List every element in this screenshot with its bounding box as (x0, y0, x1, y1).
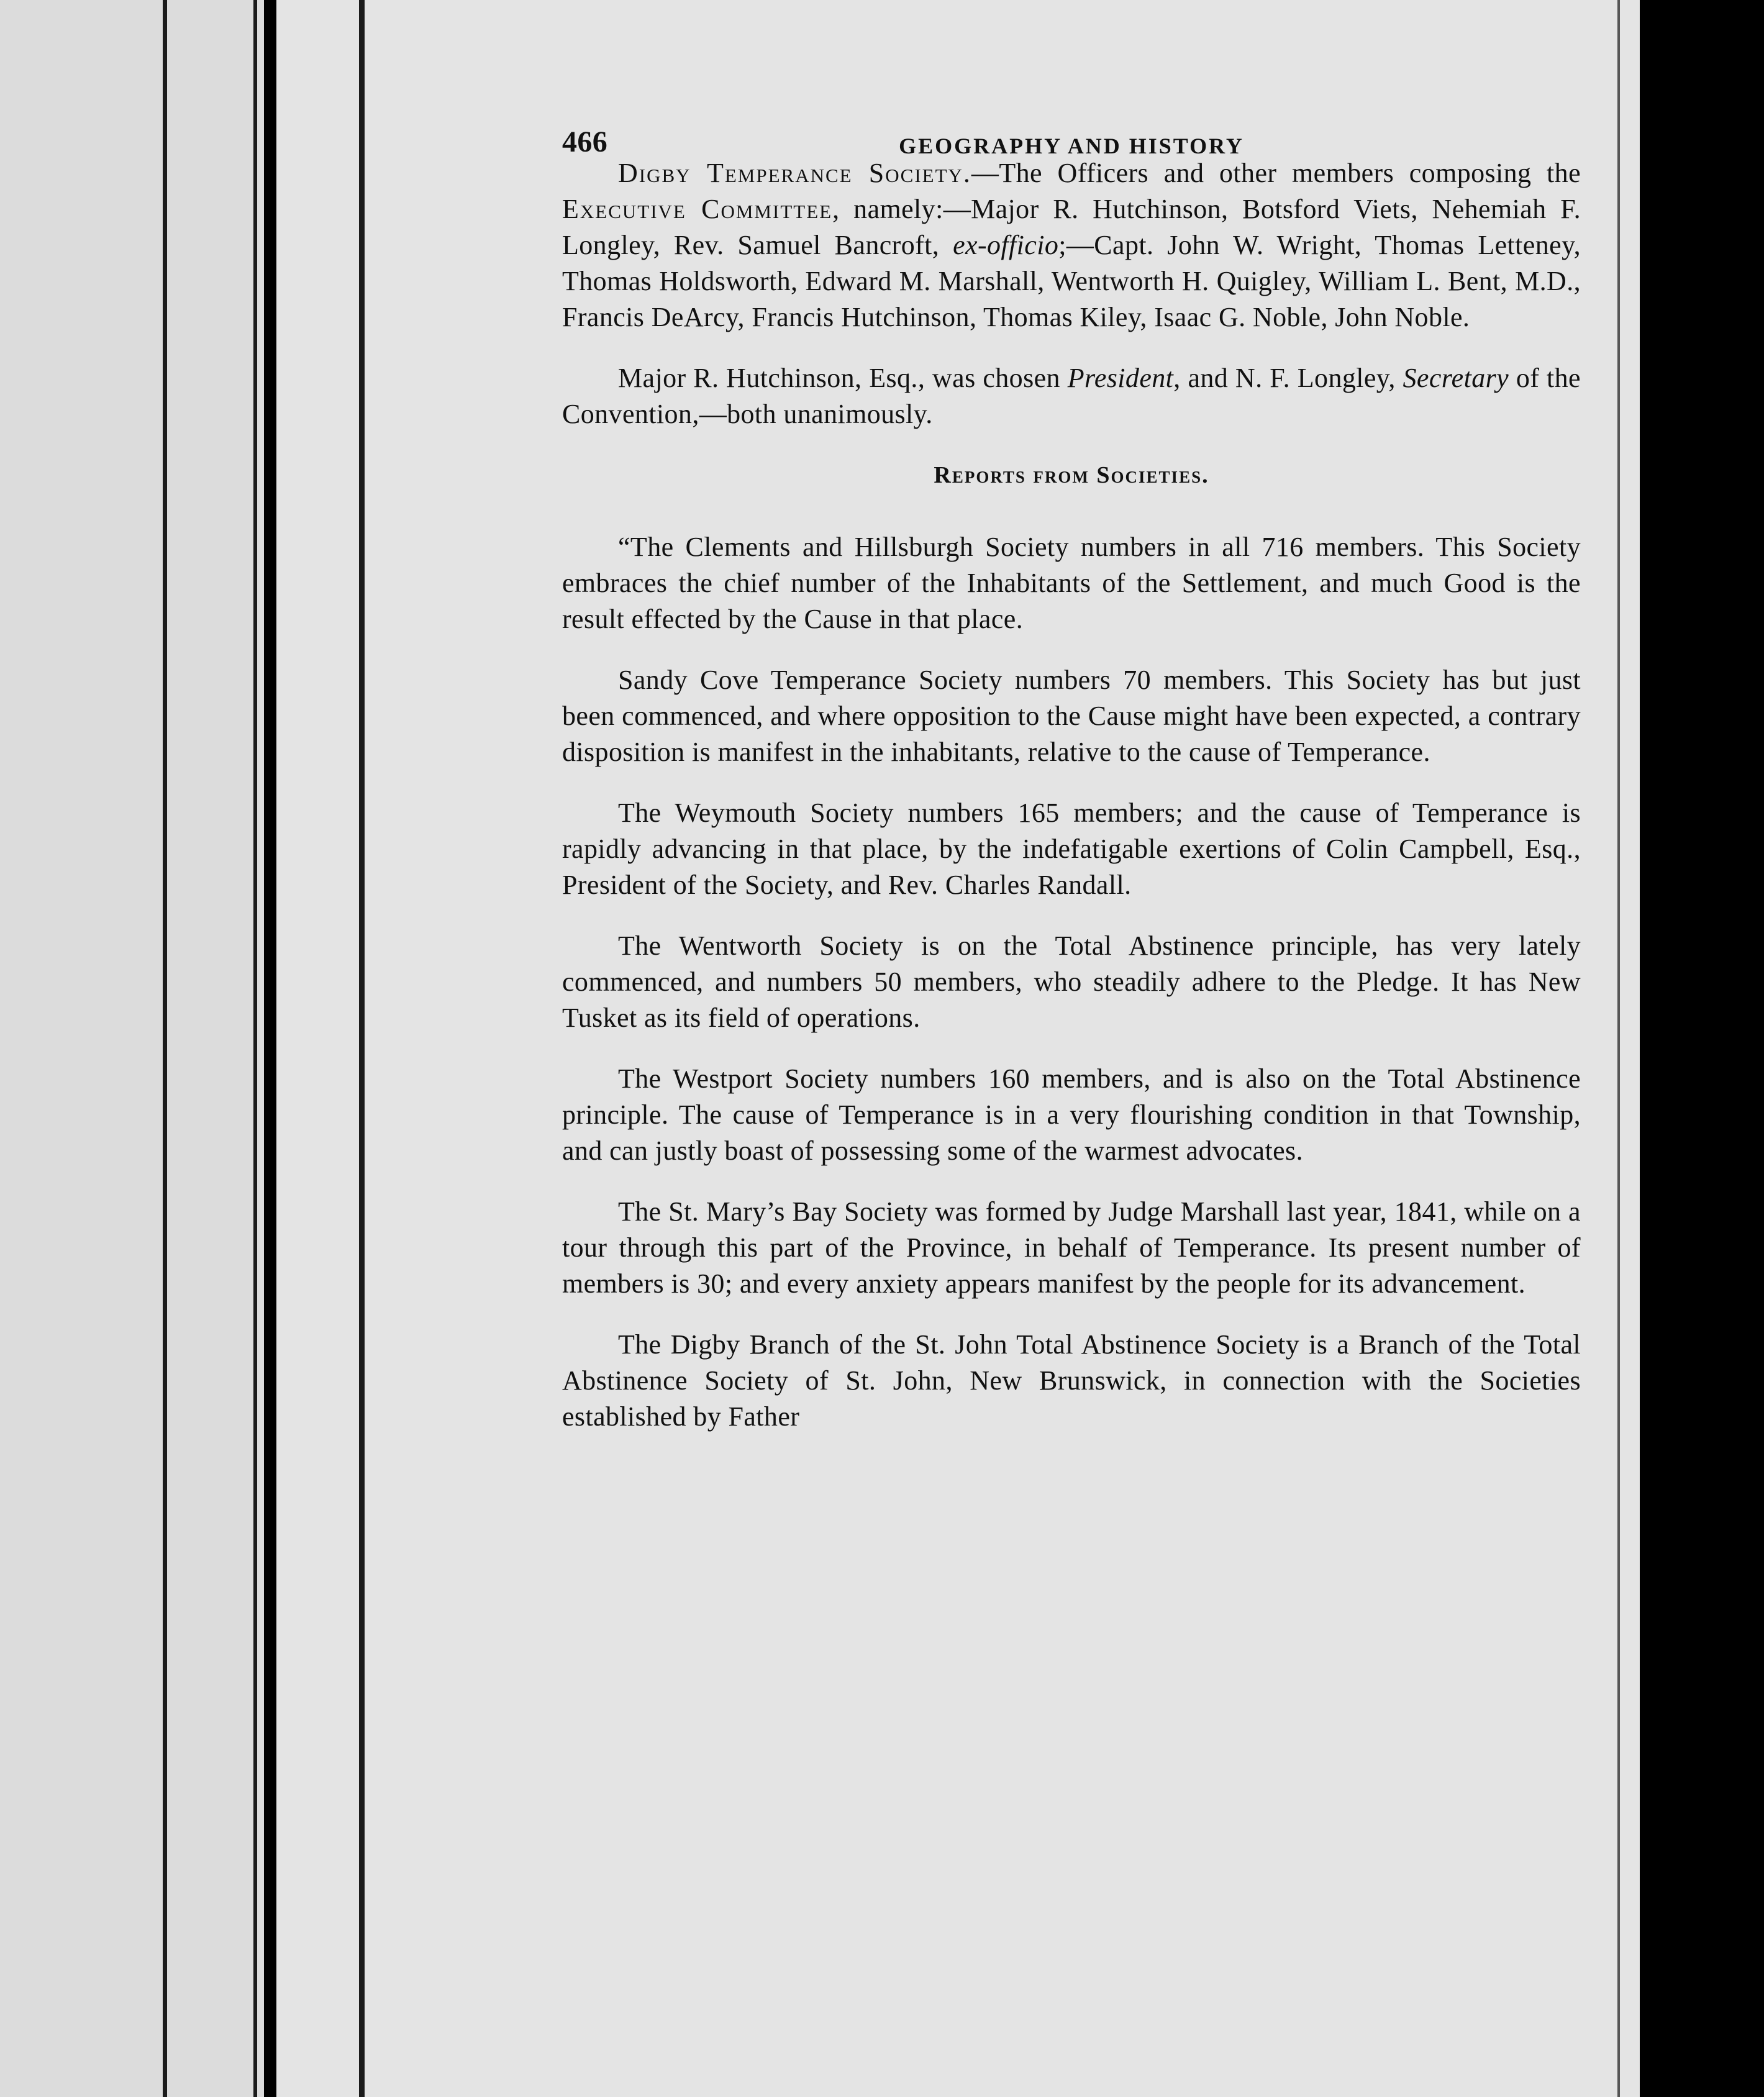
committee-paragraph (562, 155, 1581, 335)
left-page-edge (0, 0, 264, 2097)
running-title: GEOGRAPHY AND HISTORY (899, 134, 1244, 158)
president-title: President (1067, 363, 1174, 393)
paragraph-text: Major R. Hutchinson, Esq., was chosen (618, 363, 1068, 393)
report-paragraph: The Westport Society numbers 160 members, and is also on the Total Abstinence principle. The cause of Temperance is in a very flourishing condition in that Township, and can justly boast of possessing some of the warmest advocates. (562, 1063, 1581, 1166)
election-paragraph (562, 360, 1581, 432)
left-vertical-rule (163, 0, 167, 2097)
secretary-title: Secretary (1403, 363, 1509, 393)
inner-margin-rule (359, 0, 365, 2097)
paragraph-text: ;—Capt. John W. Wright, Thomas Letteney, Thomas Holdsworth, Edward M. Marshall, Wentworth H. Quigley, William L. Bent, M.D., Francis DeArcy, Francis Hutchinson, Thomas Kiley, Isaac G. Noble, John Noble. (562, 230, 1581, 332)
paragraph-text: —The Officers and other members composing the (971, 158, 1581, 188)
report-paragraph: The Digby Branch of the St. John Total Abstinence Society is a Branch of the Total Abstinence Society of St. John, New Brunswick, in connection with the Societies established by Father (562, 1329, 1581, 1432)
society-name: Digby Temperance Society. (618, 158, 971, 188)
left-vertical-rule (253, 0, 257, 2097)
paragraph-text: , namely:—Major R. Hutchinson, Botsford Viets, Nehemiah F. Longley, Rev. Samuel Bancroft, (562, 194, 1581, 260)
paragraph-text: of the Convention,—both unanimously. (562, 363, 1581, 429)
report-paragraph: The Wentworth Society is on the Total Abstinence principle, has very lately commenced, and numbers 50 members, who steadily adhere to the Pledge. It has New Tusket as its field of operations. (562, 930, 1581, 1033)
section-heading: Reports from Societies. (934, 462, 1209, 488)
report-paragraph: Sandy Cove Temperance Society numbers 70 members. This Society has but just been commenced, and where opposition to the Cause might have been expected, a contrary disposition is manifest in the inhabitants, relative to the cause of Temperance. (562, 665, 1581, 767)
running-header (562, 106, 1581, 158)
report-paragraph: The St. Mary’s Bay Society was formed by Judge Marshall last year, 1841, while on a tour through this part of the Province, in behalf of Temperance. Its present number of members is 30; and every anxiety appears manifest by the people for its advancement. (562, 1196, 1581, 1299)
report-paragraph: “The Clements and Hillsburgh Society numbers in all 716 members. This Society embraces the chief number of the Inhabitants of the Settlement, and much Good is the result effected by the Cause in that place. (562, 532, 1581, 634)
committee-name: Executive Committee (562, 194, 833, 224)
page-gutter (264, 0, 276, 2097)
scan-border (1640, 0, 1764, 2097)
right-margin-rule (1617, 0, 1620, 2097)
page-content (562, 106, 1581, 1460)
paragraph-text: , and N. F. Longley, (1173, 363, 1403, 393)
report-paragraph: The Weymouth Society numbers 165 members; and the cause of Temperance is rapidly advancing in that place, by the indefatigable exertions of Colin Campbell, Esq., President of the Society, and Rev. Charles Randall. (562, 798, 1581, 900)
ex-officio-term: ex-officio (953, 230, 1059, 260)
page-number: 466 (562, 125, 608, 158)
